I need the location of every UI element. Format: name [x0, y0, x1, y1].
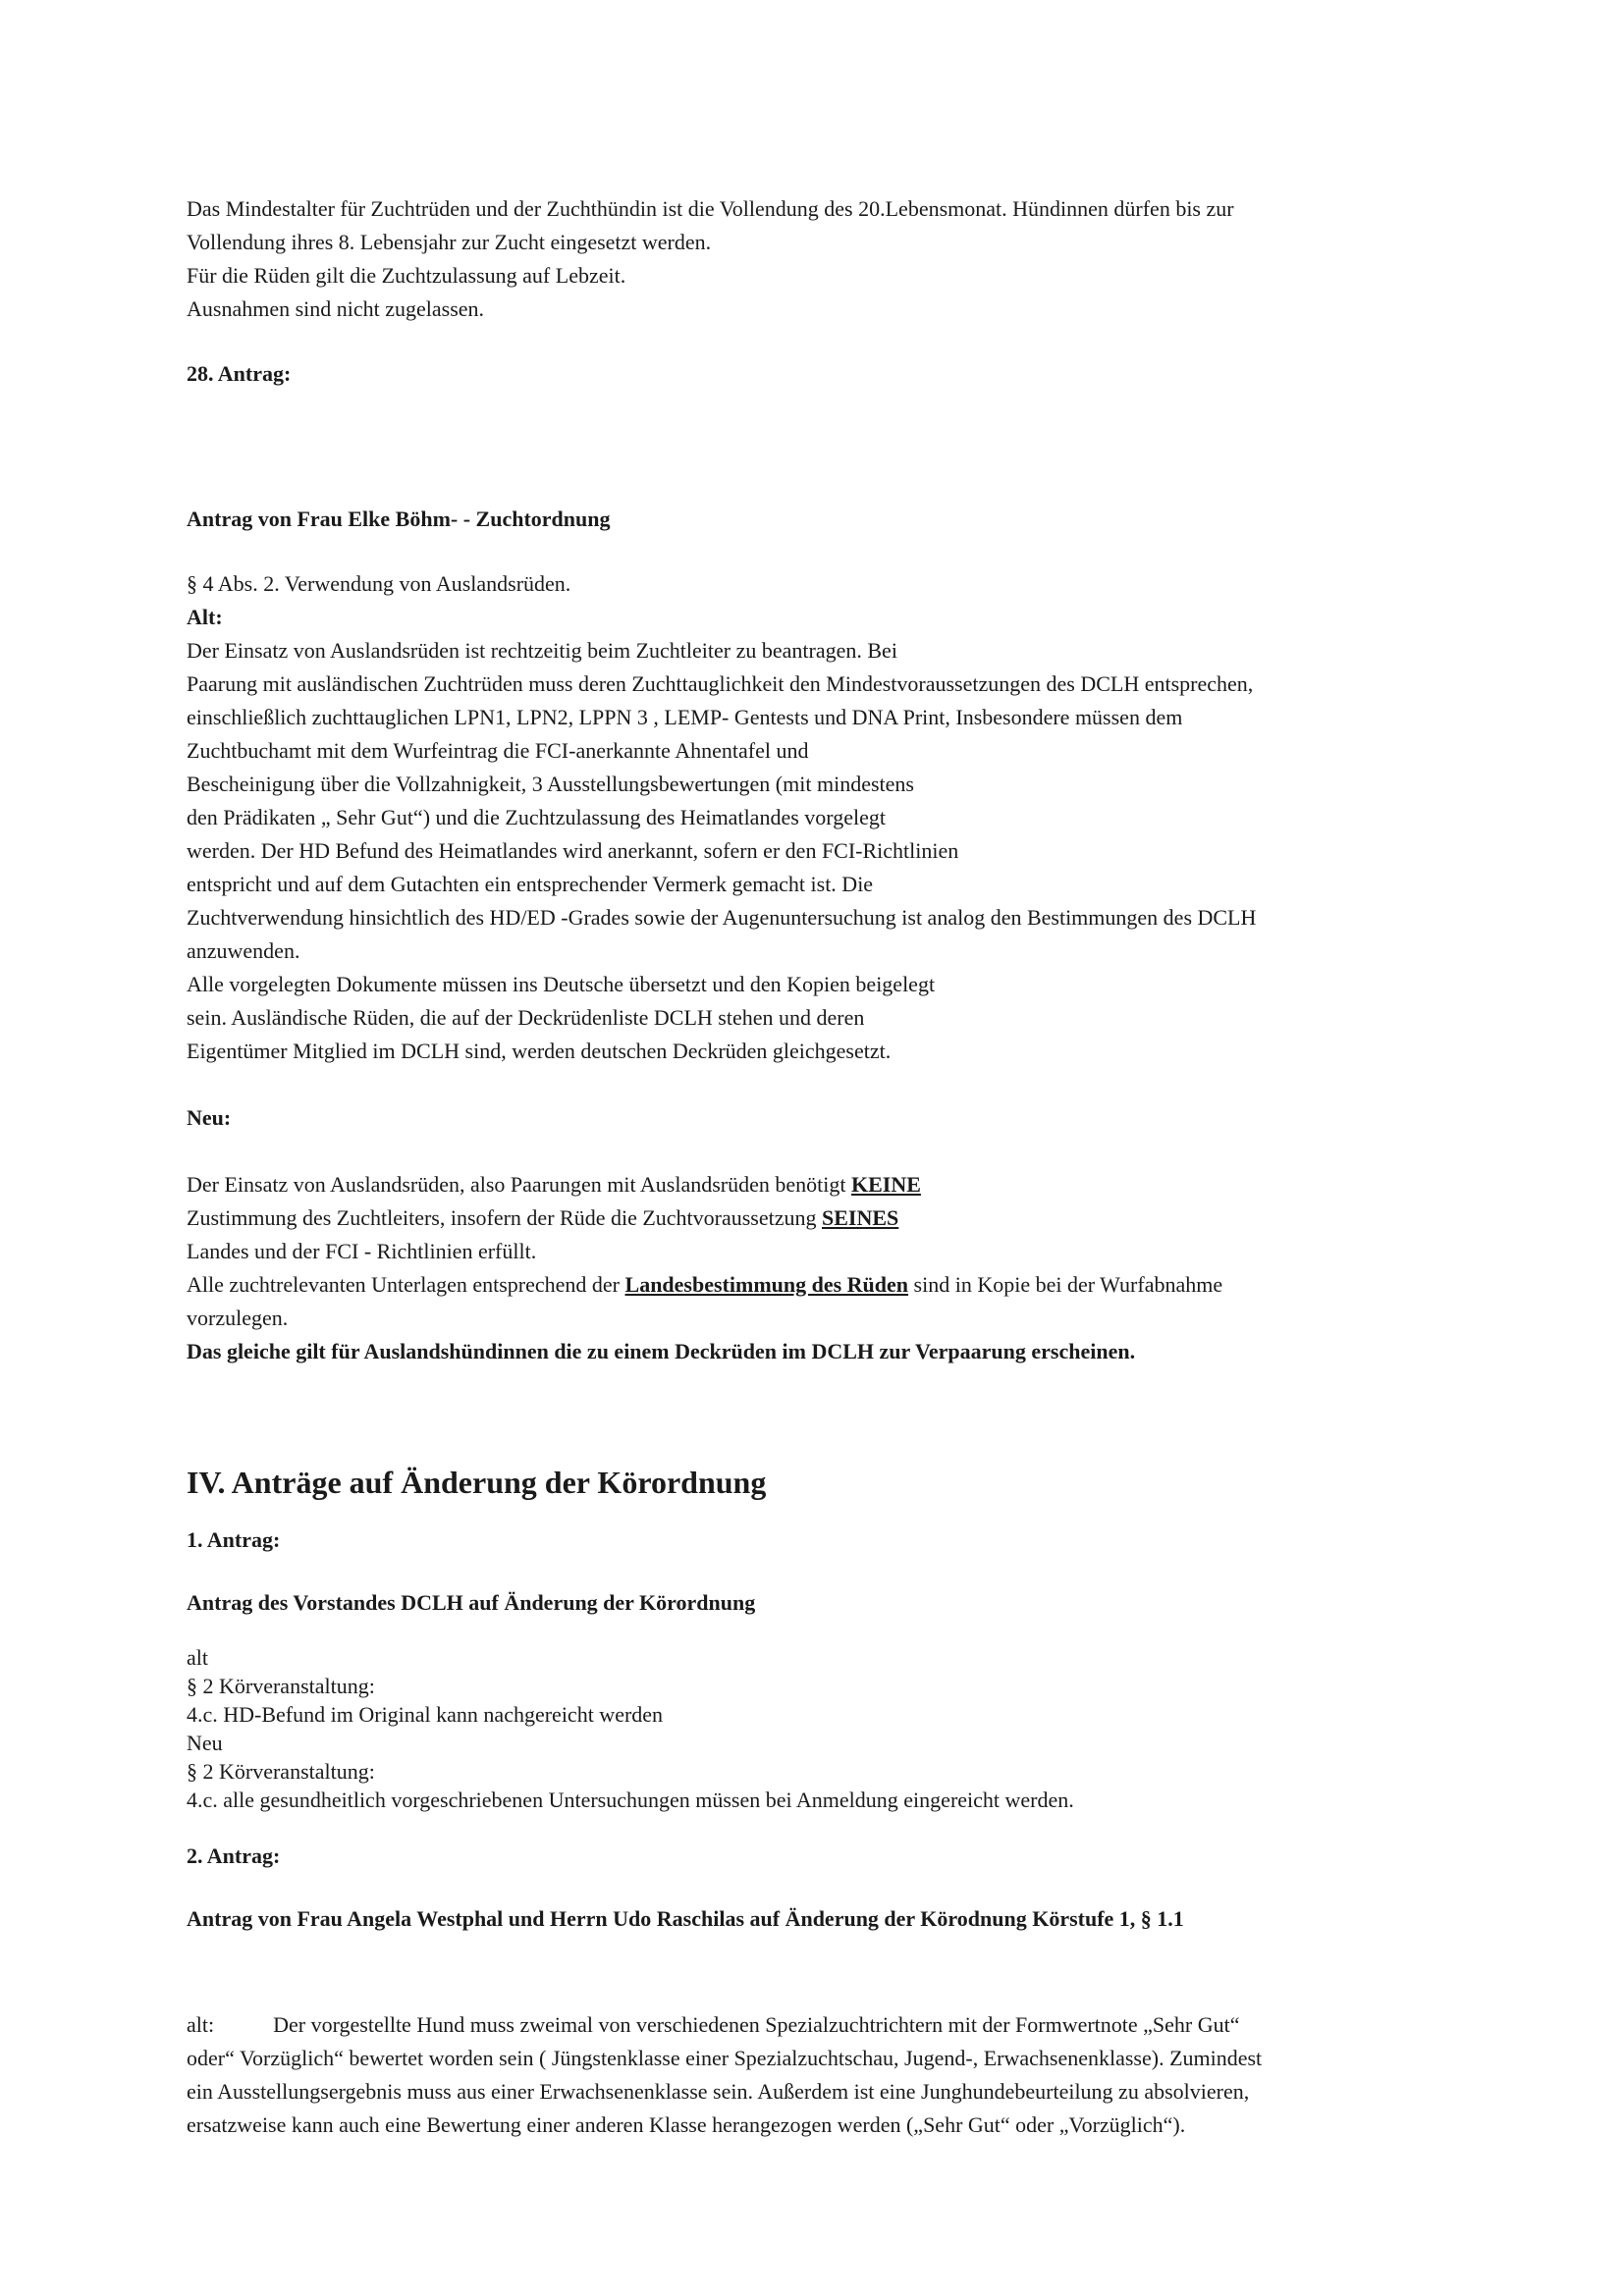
section-iv-heading: IV. Anträge auf Änderung der Körordnung	[187, 1465, 767, 1500]
intro-line: Für die Rüden gilt die Zuchtzulassung auf Lebzeit.	[187, 263, 626, 288]
antrag-2-line: ein Ausstellungsergebnis muss aus einer Erwachsenenklasse sein. Außerdem ist eine Junghundebeurteilung zu absolvieren,	[187, 2079, 1250, 2104]
antrag-2-title: Antrag von Frau Angela Westphal und Herrn Udo Raschilas auf Änderung der Körodnung Körstufe 1, § 1.1	[187, 1906, 1184, 1931]
antrag-2-line	[187, 2008, 1463, 2042]
neu-text: sind in Kopie bei der Wurfabnahme	[908, 1272, 1223, 1297]
neu-text: Der Einsatz von Auslandsrüden, also Paarungen mit Auslandsrüden benötigt	[187, 1172, 851, 1197]
alt-line: den Prädikaten „ Sehr Gut“) und die Zuchtzulassung des Heimatlandes vorgelegt	[187, 805, 886, 829]
antrag-2-body	[187, 2008, 1463, 2142]
alt-line: Der Einsatz von Auslandsrüden ist rechtzeitig beim Zuchtleiter zu beantragen. Bei	[187, 638, 897, 663]
antrag-1-line: § 2 Körveranstaltung:	[187, 1674, 375, 1698]
neu-line: Landes und der FCI - Richtlinien erfüllt.	[187, 1239, 537, 1263]
antrag-1-line: 4.c. HD-Befund im Original kann nachgereicht werden	[187, 1702, 664, 1727]
antrag-1-line: 4.c. alle gesundheitlich vorgeschriebenen Untersuchungen müssen bei Anmeldung eingereicht werden.	[187, 1788, 1074, 1812]
neu-line	[187, 1201, 1463, 1235]
neu-line	[187, 1268, 1463, 1302]
alt-line: Zuchtbuchamt mit dem Wurfeintrag die FCI-anerkannte Ahnentafel und	[187, 738, 809, 763]
emphasis-seines: SEINES	[822, 1205, 899, 1230]
neu-line	[187, 1168, 1463, 1201]
neu-text: Zustimmung des Zuchtleiters, insofern der Rüde die Zuchtvoraussetzung	[187, 1205, 823, 1230]
alt-text-block	[187, 634, 1463, 1068]
emphasis-keine: KEINE	[851, 1172, 921, 1197]
emphasis-landesbestimmung: Landesbestimmung des Rüden	[624, 1272, 909, 1297]
alt-line: sein. Ausländische Rüden, die auf der Deckrüdenliste DCLH stehen und deren	[187, 1005, 865, 1030]
alt-label: Alt:	[187, 605, 223, 629]
antrag-2-number: 2. Antrag:	[187, 1843, 281, 1868]
alt-line: Bescheinigung über die Vollzahnigkeit, 3 Ausstellungsbewertungen (mit mindestens	[187, 772, 914, 796]
antrag-2-line: ersatzweise kann auch eine Bewertung einer anderen Klasse herangezogen werden („Sehr Gut“ oder „Vorzüglich“).	[187, 2112, 1186, 2137]
antrag-2-text: Der vorgestellte Hund muss zweimal von verschiedenen Spezialzuchtrichtern mit der Formwertnote „Sehr Gut“	[273, 2012, 1240, 2037]
antrag-28-title: Antrag von Frau Elke Böhm- - Zuchtordnung	[187, 507, 611, 531]
alt-line: anzuwenden.	[187, 938, 300, 963]
alt-line: Paarung mit ausländischen Zuchtrüden muss deren Zuchttauglichkeit den Mindestvoraussetzungen des DCLH entsprechen,	[187, 671, 1254, 696]
antrag-2-line: oder“ Vorzüglich“ bewertet worden sein ( Jüngstenklasse einer Spezialzuchtschau, Jugend-, Erwachsenenklasse). Zumindest	[187, 2046, 1263, 2070]
intro-line: Das Mindestalter für Zuchtrüden und der Zuchthündin ist die Vollendung des 20.Lebensmonat. Hündinnen dürfen bis zur	[187, 196, 1234, 221]
antrag-1-line: alt	[187, 1645, 208, 1670]
antrag-1-line: Neu	[187, 1731, 223, 1755]
intro-line: Ausnahmen sind nicht zugelassen.	[187, 296, 485, 321]
document-page	[187, 192, 1463, 2142]
antrag-2-alt-prefix: alt:	[187, 2012, 215, 2037]
neu-line-bold: Das gleiche gilt für Auslandshündinnen die zu einem Deckrüden im DCLH zur Verpaarung erscheinen.	[187, 1339, 1136, 1363]
antrag-28-paragraph-ref: § 4 Abs. 2. Verwendung von Auslandsrüden.	[187, 571, 571, 596]
alt-line: einschließlich zuchttauglichen LPN1, LPN2, LPPN 3 , LEMP- Gentests und DNA Print, Insbesondere müssen dem	[187, 705, 1183, 729]
neu-text-block	[187, 1168, 1463, 1368]
alt-line: Eigentümer Mitglied im DCLH sind, werden deutschen Deckrüden gleichgesetzt.	[187, 1039, 892, 1063]
neu-text: Alle zuchtrelevanten Unterlagen entsprechend der	[187, 1272, 625, 1297]
antrag-1-number: 1. Antrag:	[187, 1527, 281, 1552]
intro-paragraph	[187, 192, 1463, 326]
alt-line: entspricht und auf dem Gutachten ein entsprechender Vermerk gemacht ist. Die	[187, 872, 874, 896]
neu-label: Neu:	[187, 1105, 232, 1130]
antrag-1-title: Antrag des Vorstandes DCLH auf Änderung der Körordnung	[187, 1590, 756, 1615]
alt-line: Zuchtverwendung hinsichtlich des HD/ED -Grades sowie der Augenuntersuchung ist analog den Bestimmungen des DCLH	[187, 905, 1257, 930]
intro-line: Vollendung ihres 8. Lebensjahr zur Zucht eingesetzt werden.	[187, 230, 712, 254]
alt-line: werden. Der HD Befund des Heimatlandes wird anerkannt, sofern er den FCI-Richtlinien	[187, 838, 959, 863]
neu-line: vorzulegen.	[187, 1306, 289, 1330]
antrag-1-body	[187, 1643, 1463, 1814]
antrag-28-number: 28. Antrag:	[187, 361, 292, 386]
antrag-1-line: § 2 Körveranstaltung:	[187, 1759, 375, 1784]
alt-line: Alle vorgelegten Dokumente müssen ins Deutsche übersetzt und den Kopien beigelegt	[187, 972, 936, 996]
